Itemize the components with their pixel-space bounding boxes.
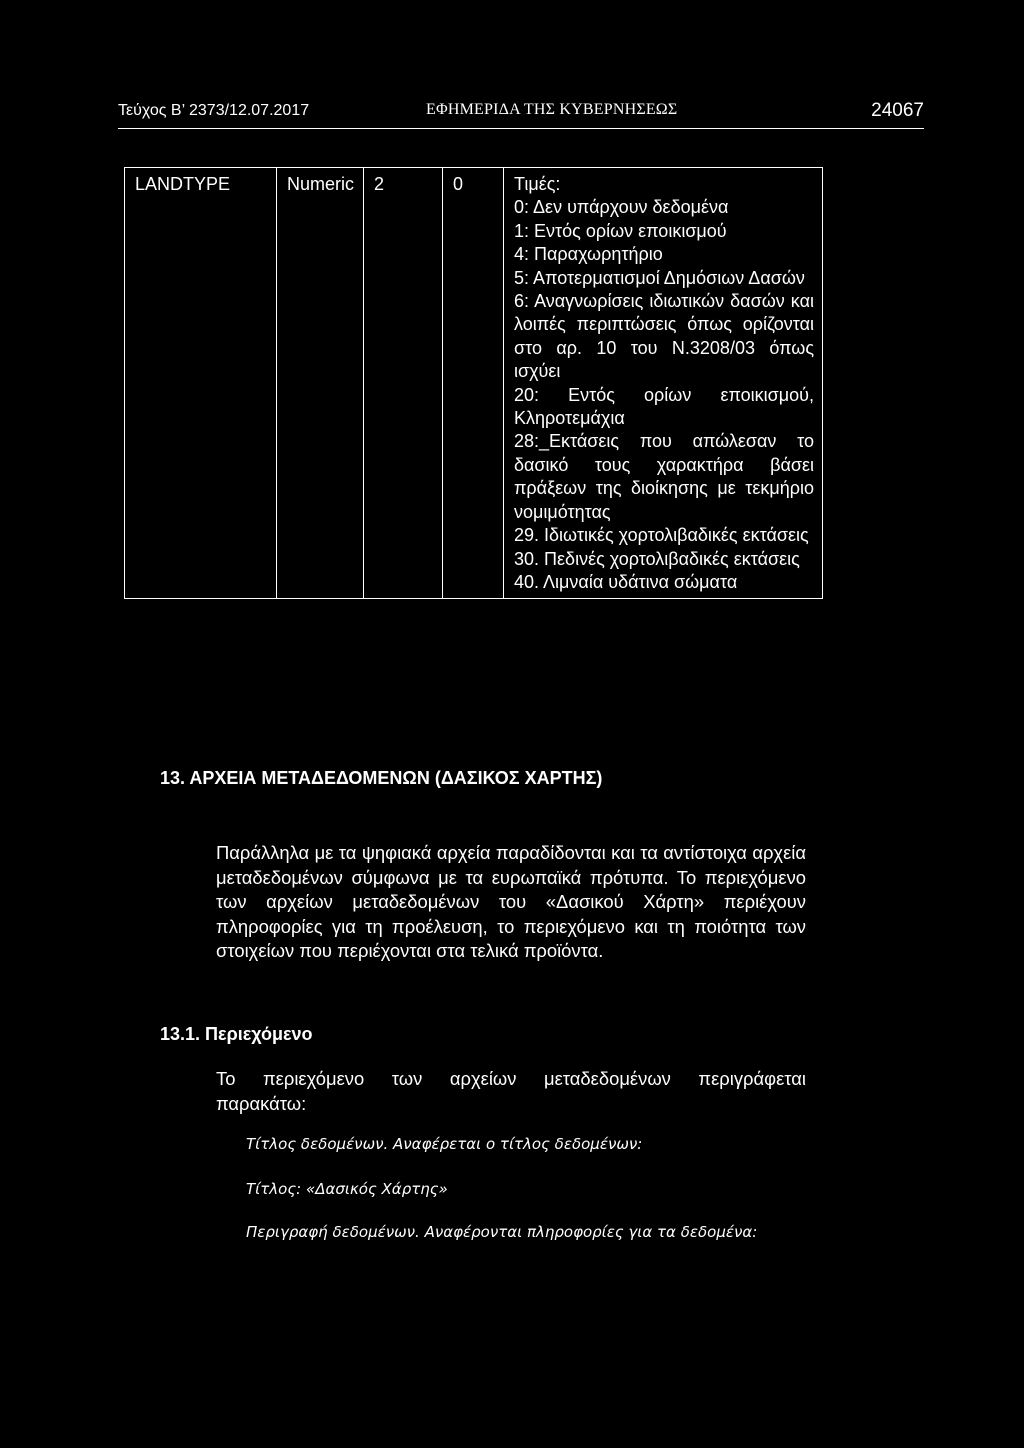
field-decimals-cell: 0 bbox=[443, 168, 504, 599]
table-row bbox=[125, 168, 823, 599]
value-item: 29. Ιδιωτικές χορτολιβαδικές εκτάσεις bbox=[514, 525, 809, 546]
field-name-cell: LANDTYPE bbox=[125, 168, 277, 599]
value-item: 5: Αποτερματισμοί Δημόσιων Δασών bbox=[514, 267, 805, 288]
value-item: 0: Δεν υπάρχουν δεδομένα bbox=[514, 197, 729, 218]
field-length-cell: 2 bbox=[364, 168, 443, 599]
paragraph-line: Το περιεχόμενο των αρχείων μεταδεδομένων περιγράφεται bbox=[216, 1068, 806, 1089]
section-13-title: 13. ΑΡΧΕΙΑ ΜΕΤΑΔΕΔΟΜΕΝΩΝ (ΔΑΣΙΚΟΣ ΧΑΡΤΗΣ) bbox=[160, 768, 603, 788]
value-item: 6: Αναγνωρίσεις ιδιωτικών δασών και λοιπές περιπτώσεις όπως ορίζονται στο αρ. 10 του Ν.3208/03 όπως ισχύει bbox=[514, 291, 814, 382]
value-item: 1: Εντός ορίων εποικισμού bbox=[514, 220, 727, 241]
data-title-note: Τίτλος δεδομένων. Αναφέρεται ο τίτλος δεδομένων: bbox=[246, 1135, 643, 1153]
values-title: Τιμές: bbox=[514, 174, 561, 194]
data-title-value: Τίτλος: «Δασικός Χάρτης» bbox=[246, 1180, 448, 1198]
value-item: 28:_Εκτάσεις που απώλεσαν το δασικό τους χαρακτήρα βάσει πράξεων της διοίκησης με τεκμήριο νομιμότητας bbox=[514, 431, 814, 522]
page-number: 24067 bbox=[871, 100, 924, 121]
paragraph-line: παρακάτω: bbox=[216, 1092, 307, 1114]
page-header bbox=[118, 100, 924, 129]
value-item: 4: Παραχωρητήριο bbox=[514, 244, 663, 265]
data-description-note: Περιγραφή δεδομένων. Αναφέρονται πληροφορίες για τα δεδομένα: bbox=[246, 1223, 758, 1241]
value-item: 20: Εντός ορίων εποικισμού, Κληροτεμάχια bbox=[514, 384, 814, 429]
section-13-1-title: 13.1. Περιεχόμενο bbox=[160, 1024, 313, 1044]
section-13-paragraph: Παράλληλα με τα ψηφιακά αρχεία παραδίδονται και τα αντίστοιχα αρχεία μεταδεδομένων σύμφωνα με τα ευρωπαϊκά πρότυπα. Το περιεχόμενο των αρχείων μεταδεδομένων του «Δασικού Χάρτη» περιέχουν πληροφορίες για τη προέλευση, το περιεχόμενο και τη ποιότητα των στοιχείων που περιέχονται στα τελικά προϊόντα. bbox=[216, 842, 806, 961]
metadata-table bbox=[124, 167, 823, 599]
section-13-1-paragraph bbox=[216, 1067, 806, 1116]
value-item: 30. Πεδινές χορτολιβαδικές εκτάσεις bbox=[514, 548, 800, 569]
gazette-title: ΕΦΗΜΕΡΙΔΑ ΤΗΣ ΚΥΒΕΡΝΗΣΕΩΣ bbox=[426, 101, 678, 118]
field-type-cell: Numeric bbox=[277, 168, 364, 599]
value-item: 40. Λιμναία υδάτινα σώματα bbox=[514, 571, 738, 592]
field-values-cell bbox=[504, 168, 823, 599]
issue-number: Τεύχος Β’ 2373/12.07.2017 bbox=[118, 102, 310, 119]
